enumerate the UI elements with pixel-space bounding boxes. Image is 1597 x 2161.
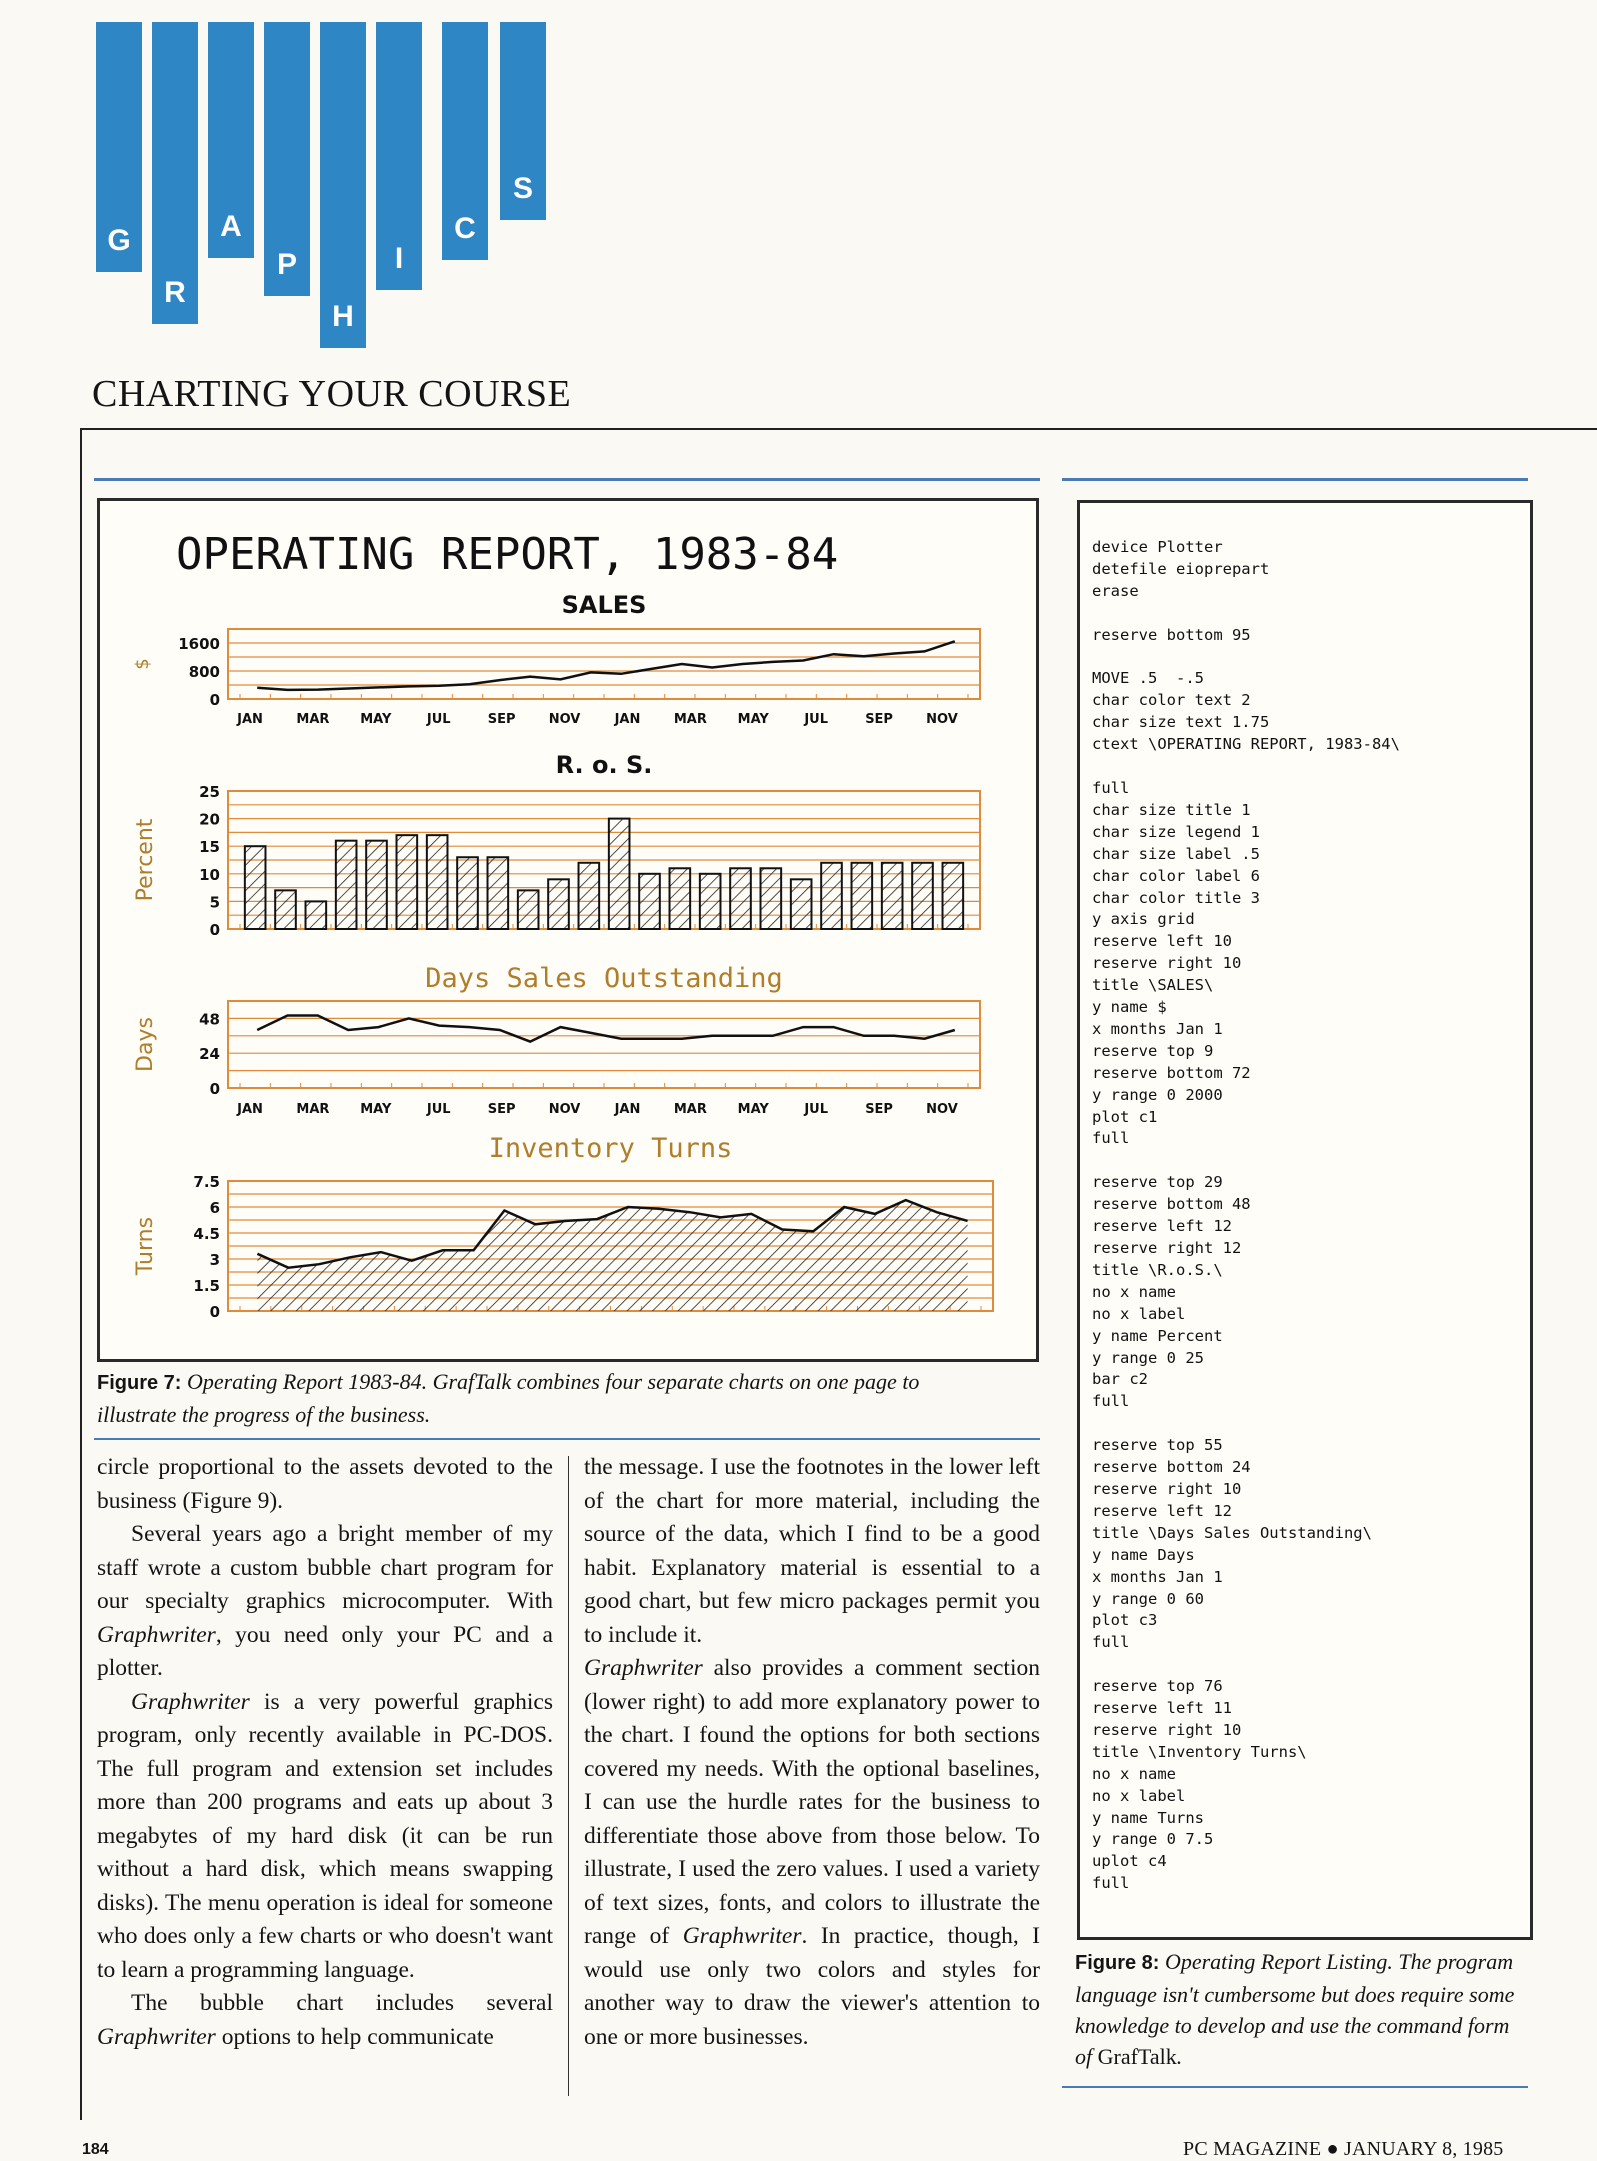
article-column-1 <box>97 1451 553 2054</box>
ros-bar <box>761 868 782 929</box>
banner-bar-r <box>152 22 198 324</box>
y-tick-label: 48 <box>199 1010 220 1029</box>
y-tick-label: 3 <box>209 1251 220 1269</box>
chart-2 <box>133 751 980 939</box>
banner-letter: C <box>454 212 476 245</box>
x-tick-label: MAY <box>360 1102 392 1117</box>
x-tick-label: NOV <box>926 1102 958 1117</box>
banner-bar-p <box>264 22 310 296</box>
x-tick-label: NOV <box>548 712 581 727</box>
figure7-chart-panel <box>97 498 1039 1362</box>
figure8-listing-panel <box>1077 500 1533 1940</box>
y-tick-label: 15 <box>199 838 220 857</box>
chart-title: Inventory Turns <box>488 1133 733 1164</box>
y-tick-label: 5 <box>209 893 220 912</box>
y-tick-label: 6 <box>209 1199 220 1217</box>
ros-bar <box>639 874 660 929</box>
ros-bar <box>457 857 478 929</box>
ros-bar <box>609 819 630 929</box>
ros-bar <box>821 863 842 929</box>
y-tick-label: 0 <box>209 1080 220 1098</box>
ros-bar <box>791 879 812 929</box>
grafTalk-listing: device Plotter detefile eioprepart erase reserve bottom 95 MOVE .5 -.5 char color text 2 char size text 1.75 ctext \OPERATING REPORT, 1983-84\ full char size title 1 char size legend 1 char size label .5 char color label 6 char color title 3 y axis grid reserve left 10 reserve right 10 title \SALES\ y name $ x months Jan 1 reserve top 9 reserve bottom 72 y range 0 2000 plot c1 full reserve top 29 reserve bottom 48 reserve left 12 reserve right 12 title \R.o.S.\ no x name no x label y name Percent y range 0 25 bar c2 full reserve top 55 reserve bottom 24 reserve right 10 reserve left 12 title \Days Sales Outstanding\ y name Days x months Jan 1 y range 0 60 plot c3 full reserve top 76 reserve left 11 reserve right 10 title \Inventory Turns\ no x name no x label y name Turns y range 0 7.5 uplot c4 full <box>1092 538 1400 1893</box>
figure7-caption-text: . GrafTalk combines four separate charts on one page to illustrate the progress of the business. <box>97 1369 920 1427</box>
x-tick-label: MAR <box>673 1102 707 1117</box>
banner-bar-c <box>442 22 488 260</box>
banner-letter: H <box>332 300 354 333</box>
y-axis-label: Turns <box>133 1216 158 1276</box>
x-tick-label: JAN <box>614 712 641 727</box>
series-line <box>257 641 955 690</box>
x-tick-label: MAR <box>296 712 330 727</box>
ros-bar <box>852 863 873 929</box>
banner-bar-s <box>500 22 546 220</box>
figure8-caption-end: GrafTalk <box>1097 2044 1177 2069</box>
column-divider <box>568 1456 569 2096</box>
x-tick-label: MAY <box>360 712 392 727</box>
figure8-caption: Figure 8: Operating Report Listing. The program language isn't cumbersome but does require some knowledge to develop and use the command form of GrafTalk. <box>1075 1949 1515 2069</box>
x-tick-label: NOV <box>926 712 958 727</box>
x-tick-label: SEP <box>865 1102 893 1117</box>
section-title: CHARTING YOUR COURSE <box>92 373 572 415</box>
y-tick-label: 0 <box>209 691 220 709</box>
ros-bar <box>943 863 964 929</box>
report-main-title: OPERATING REPORT, 1983-84 <box>176 529 839 580</box>
y-tick-label: 4.5 <box>193 1225 220 1243</box>
ros-bar <box>366 841 387 929</box>
x-tick-label: JUL <box>804 1102 829 1117</box>
chart-title: R. o. S. <box>555 751 653 779</box>
magazine-footer: PC MAGAZINE ● JANUARY 8, 1985 <box>1183 2138 1504 2160</box>
ros-bar <box>275 890 296 929</box>
article-column-2 <box>584 1451 1040 2054</box>
banner-bar-a <box>208 22 254 258</box>
y-tick-label: 0 <box>209 1303 220 1321</box>
x-tick-label: JUL <box>804 712 829 727</box>
x-tick-label: MAR <box>296 1102 330 1117</box>
ros-bar <box>579 863 600 929</box>
ros-bar <box>306 901 327 929</box>
y-tick-label: 1600 <box>178 635 220 653</box>
ros-bar <box>912 863 933 929</box>
figure8-caption-label: Figure 8: <box>1075 1952 1160 1974</box>
y-tick-label: 25 <box>199 783 220 801</box>
x-tick-label: JUL <box>426 1102 451 1117</box>
y-axis-label: Percent <box>133 818 158 902</box>
ros-bar <box>730 868 751 929</box>
operating-report-charts <box>100 501 1036 1359</box>
series-line <box>257 1016 955 1042</box>
x-tick-label: SEP <box>865 712 893 727</box>
y-tick-label: 7.5 <box>193 1173 220 1191</box>
banner-letter: S <box>512 172 533 205</box>
chart-title: Days Sales Outstanding <box>425 963 783 994</box>
paragraph: The bubble chart includes several Graphwriter options to help communicate <box>97 1990 553 2050</box>
x-tick-label: MAY <box>737 712 769 727</box>
paragraph: the message. I use the footnotes in the lower left of the chart for more material, including the source of the data, which I find to be a good habit. Explanatory material is essential to a good chart, but few micro packages permit you to include it. <box>584 1454 1040 1648</box>
paragraph: Graphwriter also provides a comment section (lower right) to add more explanatory power to the chart. I found the options for both sections covered my needs. With the optional baselines, I can use the hurdle rates for the business to differentiate those above from those below. To illustrate, I used the zero values. I used a variety of text sizes, fonts, and colors to illustrate the range of Graphwriter. In practice, though, I would use only two colors and styles for another way to draw the viewer's attention to one or more businesses. <box>584 1655 1040 2050</box>
banner-bar-i <box>376 22 422 290</box>
figure8-top-rule <box>1062 478 1528 481</box>
ros-bar <box>427 835 448 929</box>
ros-bar <box>488 857 509 929</box>
x-tick-label: SEP <box>487 712 516 727</box>
page-number: 184 <box>82 2141 109 2158</box>
chart-4 <box>133 1133 993 1321</box>
plot-frame <box>228 1001 980 1088</box>
x-tick-label: MAR <box>673 712 707 727</box>
y-tick-label: 0 <box>209 921 220 939</box>
banner-bar-h <box>320 22 366 348</box>
x-tick-label: SEP <box>487 1102 516 1117</box>
y-tick-label: 800 <box>188 663 220 681</box>
banner-letter: I <box>394 242 404 275</box>
chart-3 <box>133 963 980 1117</box>
banner-letter: P <box>276 248 297 281</box>
chart-1 <box>132 591 980 727</box>
ros-bar <box>548 879 569 929</box>
banner-bar-g <box>96 22 142 272</box>
y-tick-label: 20 <box>199 810 220 829</box>
figure8-caption-text: . The program language isn't cumbersome but does require some knowledge to develop and use the command form of <box>1075 1949 1515 2069</box>
y-tick-label: 24 <box>199 1045 220 1064</box>
figure8-bottom-rule <box>1062 2086 1528 2088</box>
paragraph: Graphwriter is a very powerful graphics program, only recently available in PC-DOS. The full program and extension set includes more than 200 programs and eats up about 3 megabytes of my hard disk (it can be run without a hard disk, which means swapping disks). The menu operation is ideal for someone who does only a few charts or who doesn't want to learn a programming language. <box>97 1688 553 1983</box>
banner-letter: G <box>107 224 131 257</box>
y-tick-label: 10 <box>199 865 220 884</box>
figure7-caption-title: Operating Report 1983-84 <box>186 1369 422 1394</box>
x-tick-label: JUL <box>426 712 451 727</box>
y-axis-label: $ <box>132 658 153 670</box>
y-axis-label: Days <box>133 1017 158 1072</box>
ros-bar <box>336 841 357 929</box>
figure7-caption <box>97 1366 997 1430</box>
figure8-caption-title: Operating Report Listing <box>1164 1949 1388 1974</box>
x-tick-label: MAY <box>737 1102 769 1117</box>
x-tick-label: NOV <box>548 1102 581 1117</box>
ros-bar <box>700 874 721 929</box>
figure7-caption-label: Figure 7: <box>97 1372 182 1394</box>
x-tick-label: JAN <box>237 712 263 727</box>
ros-bar <box>397 835 418 929</box>
ros-bar <box>245 846 266 929</box>
x-tick-label: JAN <box>614 1102 641 1117</box>
paragraph: circle proportional to the assets devoted to the business (Figure 9). <box>97 1454 553 1514</box>
banner-letter: A <box>220 210 242 243</box>
x-tick-label: JAN <box>237 1102 263 1117</box>
y-tick-label: 1.5 <box>193 1277 220 1295</box>
figure7-top-rule <box>94 478 1040 481</box>
ros-bar <box>670 868 691 929</box>
ros-bar <box>882 863 903 929</box>
banner-letter: R <box>164 276 186 309</box>
chart-title: SALES <box>561 591 647 619</box>
ros-bar <box>518 890 539 929</box>
paragraph: Several years ago a bright member of my staff wrote a custom bubble chart program for our specialty graphics microcomputer. With Graphwriter, you need only your PC and a plotter. <box>97 1521 553 1681</box>
figure7-bottom-rule <box>94 1438 1040 1440</box>
